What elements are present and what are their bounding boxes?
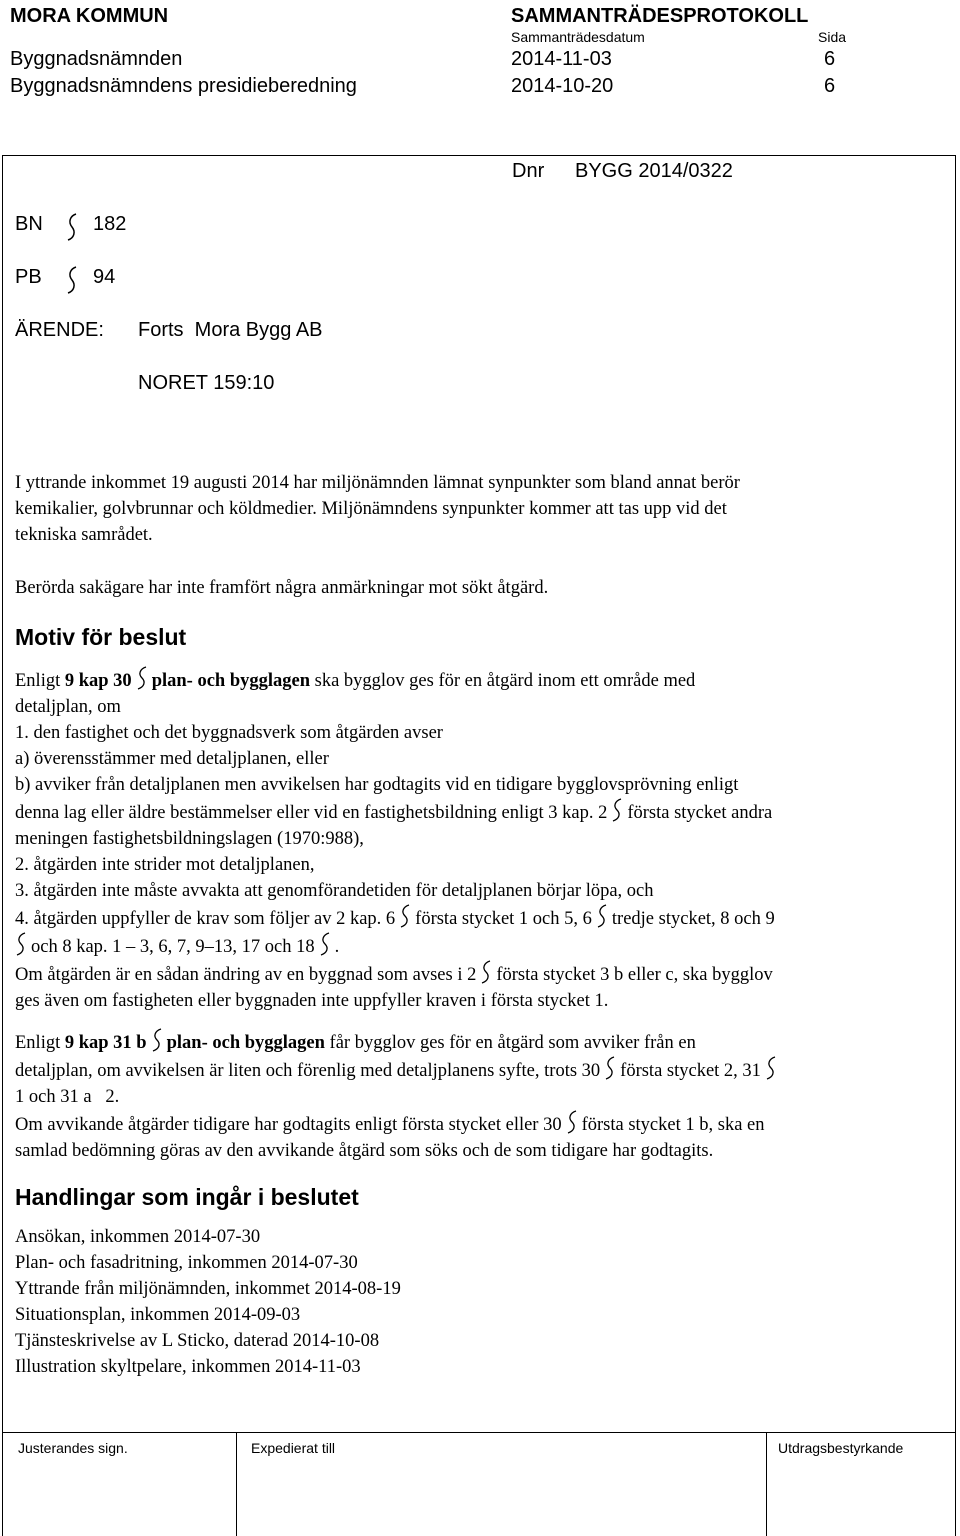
text-line: samlad bedömning göras av den avvikande åtgärd som söks och de som tidigare har godtagits. bbox=[15, 1141, 714, 1161]
text: ska bygglov ges för en åtgärd inom ett område med bbox=[310, 671, 696, 691]
committee-name-1: Byggnadsnämnden bbox=[10, 48, 183, 70]
section-heading-motiv: Motiv för beslut bbox=[15, 624, 187, 650]
section-icon bbox=[65, 266, 79, 294]
text: tredje stycket, 8 och 9 bbox=[611, 909, 775, 929]
pb-label: PB bbox=[15, 266, 42, 288]
meeting-date-1: 2014-11-03 bbox=[511, 48, 612, 70]
text: . bbox=[334, 937, 340, 957]
section-icon bbox=[596, 904, 608, 928]
dnr-value: BYGG 2014/0322 bbox=[575, 160, 733, 182]
list-item: Ansökan, inkommen 2014-07-30 bbox=[15, 1227, 261, 1247]
section-icon bbox=[15, 932, 27, 956]
text: första stycket 1 b, ska en bbox=[581, 1115, 765, 1135]
text: första stycket andra bbox=[627, 803, 773, 823]
section-icon bbox=[604, 1056, 616, 1080]
text-line: b) avviker från detaljplanen men avvikelsen har godtagits vid en tidigare bygglovsprövning enligt bbox=[15, 775, 739, 795]
dnr-label: Dnr bbox=[512, 160, 545, 182]
text: får bygglov ges för en åtgärd som avviker från en bbox=[324, 1033, 696, 1053]
intro-line: kemikalier, golvbrunnar och köldmedier. Miljönämndens synpunkter kommer att tas upp vid det bbox=[15, 499, 727, 519]
list-item: Yttrande från miljönämnden, inkommet 2014-08-19 bbox=[15, 1279, 401, 1299]
bn-label: BN bbox=[15, 213, 43, 235]
intro-line: tekniska samrådet. bbox=[15, 525, 153, 545]
footer-column-divider bbox=[236, 1432, 237, 1536]
section-icon bbox=[566, 1110, 578, 1134]
text-line: 3. åtgärden inte måste avvakta att genomförandetiden för detaljplanen börjar löpa, och bbox=[15, 881, 654, 901]
law-reference: 9 kap 31 b bbox=[64, 1033, 147, 1053]
expedierat-till-label: Expedierat till bbox=[251, 1440, 336, 1456]
list-item: Tjänsteskrivelse av L Sticko, daterad 2014-10-08 bbox=[15, 1331, 380, 1351]
text-line: a) överensstämmer med detaljplanen, eller bbox=[15, 749, 329, 769]
text: och 8 kap. 1 – 3, 6, 7, 9–13, 17 och 18 bbox=[31, 937, 315, 957]
section-icon bbox=[399, 904, 411, 928]
page-label: Sida bbox=[818, 29, 847, 45]
text: Enligt bbox=[15, 671, 65, 691]
list-item: Plan- och fasadritning, inkommen 2014-07-30 bbox=[15, 1253, 358, 1273]
bn-number: 182 bbox=[93, 213, 127, 235]
pb-number: 94 bbox=[93, 266, 116, 288]
list-item: Situationsplan, inkommen 2014-09-03 bbox=[15, 1305, 301, 1325]
text: denna lag eller äldre bestämmelser eller vid en fastighetsbildning enligt 3 kap. 2 bbox=[15, 803, 608, 823]
section-icon bbox=[765, 1056, 777, 1080]
text: första stycket 3 b eller c, ska bygglov bbox=[496, 965, 773, 985]
committee-name-2: Byggnadsnämndens presidieberedning bbox=[10, 75, 357, 97]
arende-label: ÄRENDE: bbox=[15, 319, 104, 341]
text: Enligt bbox=[15, 1033, 65, 1053]
section-icon bbox=[151, 1028, 163, 1052]
legal-basis-paragraph-2 bbox=[15, 1028, 950, 1164]
footer-divider bbox=[2, 1432, 956, 1433]
text: detaljplan, om avvikelsen är liten och förenlig med detaljplanens syfte, trots 30 bbox=[15, 1061, 601, 1081]
section-icon bbox=[319, 932, 331, 956]
section-icon bbox=[480, 960, 492, 984]
list-item: Illustration skyltpelare, inkommen 2014-11-03 bbox=[15, 1357, 361, 1377]
text-line: 2. åtgärden inte strider mot detaljplanen, bbox=[15, 855, 315, 875]
text-line: meningen fastighetsbildningslagen (1970:988), bbox=[15, 829, 364, 849]
intro-paragraph bbox=[15, 470, 950, 548]
text: första stycket 2, 31 bbox=[620, 1061, 761, 1081]
neighbors-paragraph: Berörda sakägare har inte framfört några anmärkningar mot sökt åtgärd. bbox=[15, 578, 549, 598]
text: Om åtgärden är en sådan ändring av en byggnad som avses i 2 bbox=[15, 965, 477, 985]
page-number-1: 6 bbox=[824, 48, 836, 70]
section-icon bbox=[136, 666, 148, 690]
document-list bbox=[15, 1224, 950, 1380]
section-icon bbox=[611, 798, 623, 822]
meeting-date-label: Sammanträdesdatum bbox=[511, 29, 645, 45]
property-designation: NORET 159:10 bbox=[138, 372, 275, 394]
text-line: ges även om fastigheten eller byggnaden inte uppfyller kraven i första stycket 1. bbox=[15, 991, 609, 1011]
arende-value: Forts Mora Bygg AB bbox=[138, 319, 323, 341]
intro-line: I yttrande inkommet 19 augusti 2014 har miljönämnden lämnat synpunkter som bland annat berör bbox=[15, 473, 740, 493]
legal-basis-paragraph-1 bbox=[15, 666, 950, 1014]
text-line: 1. den fastighet och det byggnadsverk som åtgärden avser bbox=[15, 723, 443, 743]
text: första stycket 1 och 5, 6 bbox=[415, 909, 592, 929]
document-title: SAMMANTRÄDESPROTOKOLL bbox=[511, 5, 809, 27]
law-name: plan- och bygglagen bbox=[166, 1033, 325, 1053]
utdragsbestyrkande-label: Utdragsbestyrkande bbox=[778, 1440, 904, 1456]
text: 4. åtgärden uppfyller de krav som följer av 2 kap. 6 bbox=[15, 909, 396, 929]
footer-column-divider bbox=[766, 1432, 767, 1536]
text-line: detaljplan, om bbox=[15, 697, 121, 717]
text-line: 1 och 31 a 2. bbox=[15, 1087, 120, 1107]
section-heading-documents: Handlingar som ingår i beslutet bbox=[15, 1184, 359, 1210]
law-reference: 9 kap 30 bbox=[64, 671, 132, 691]
page-number-2: 6 bbox=[824, 75, 836, 97]
meeting-date-2: 2014-10-20 bbox=[511, 75, 614, 97]
text: Om avvikande åtgärder tidigare har godtagits enligt första stycket eller 30 bbox=[15, 1115, 562, 1135]
law-name: plan- och bygglagen bbox=[151, 671, 310, 691]
municipality-name: MORA KOMMUN bbox=[10, 5, 169, 27]
section-icon bbox=[65, 213, 79, 241]
justerandes-sign-label: Justerandes sign. bbox=[18, 1440, 128, 1456]
